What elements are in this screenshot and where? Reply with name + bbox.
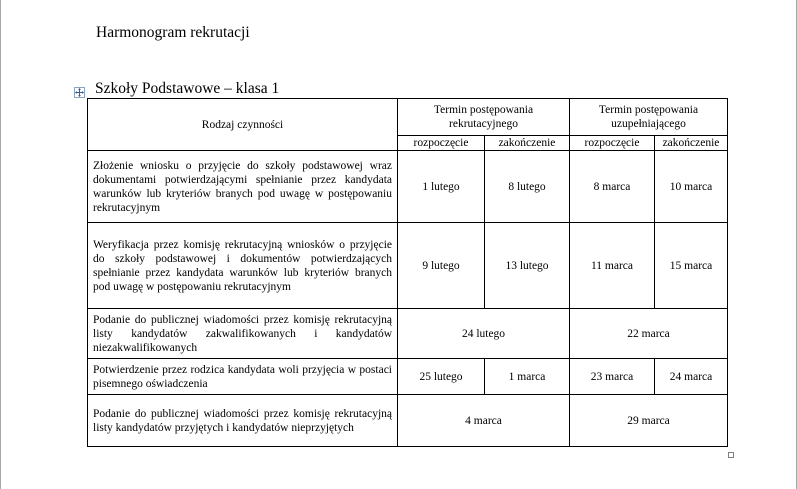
header-supplementary-end[interactable]: zakończenie bbox=[655, 136, 728, 151]
activity-cell[interactable]: Podanie do publicznej wiadomości przez komisję rekrutacyjną listy kandydatów przyjętych i kandydatów nieprzyjętych bbox=[88, 395, 398, 447]
table-row bbox=[88, 223, 728, 309]
header-recruitment-end[interactable]: zakończenie bbox=[485, 136, 570, 151]
recruitment-end-cell[interactable]: 13 lutego bbox=[485, 223, 570, 309]
header-recruitment-period[interactable]: Termin postępowania rekrutacyjnego bbox=[398, 99, 570, 136]
recruitment-end-cell[interactable]: 8 lutego bbox=[485, 151, 570, 223]
header-recruitment-start[interactable]: rozpoczęcie bbox=[398, 136, 485, 151]
supplementary-date-cell[interactable]: 29 marca bbox=[570, 395, 728, 447]
document-title[interactable]: Harmonogram rekrutacji bbox=[96, 24, 250, 41]
supplementary-end-cell[interactable]: 15 marca bbox=[655, 223, 728, 309]
recruitment-date-cell[interactable]: 4 marca bbox=[398, 395, 570, 447]
table-row bbox=[88, 151, 728, 223]
recruitment-start-cell[interactable]: 1 lutego bbox=[398, 151, 485, 223]
supplementary-date-cell[interactable]: 22 marca bbox=[570, 309, 728, 359]
header-activity[interactable]: Rodzaj czynności bbox=[88, 99, 398, 151]
activity-cell[interactable]: Weryfikacja przez komisję rekrutacyjną wniosków o przyjęcie do szkoły podstawowej i dokumentów potwierdzających spełnianie przez kandydata warunków lub kryteriów branych pod uwagę w postępowaniu rekrutacyjnym bbox=[88, 223, 398, 309]
recruitment-date-cell[interactable]: 24 lutego bbox=[398, 309, 570, 359]
recruitment-start-cell[interactable]: 9 lutego bbox=[398, 223, 485, 309]
supplementary-start-cell[interactable]: 11 marca bbox=[570, 223, 655, 309]
supplementary-start-cell[interactable]: 8 marca bbox=[570, 151, 655, 223]
recruitment-end-cell[interactable]: 1 marca bbox=[485, 359, 570, 395]
activity-cell[interactable]: Złożenie wniosku o przyjęcie do szkoły podstawowej wraz dokumentami potwierdzającymi spełnianie przez kandydata warunków lub kryteriów branych pod uwagę w postępowaniu rekrutacyjnym bbox=[88, 151, 398, 223]
table-resize-handle[interactable] bbox=[728, 452, 734, 458]
table-row bbox=[88, 359, 728, 395]
supplementary-start-cell[interactable]: 23 marca bbox=[570, 359, 655, 395]
supplementary-end-cell[interactable]: 24 marca bbox=[655, 359, 728, 395]
header-supplementary-start[interactable]: rozpoczęcie bbox=[570, 136, 655, 151]
section-title[interactable]: Szkoły Podstawowe – klasa 1 bbox=[95, 80, 280, 97]
supplementary-end-cell[interactable]: 10 marca bbox=[655, 151, 728, 223]
activity-cell[interactable]: Podanie do publicznej wiadomości przez komisję rekrutacyjną listy kandydatów zakwalifikowanych i kandydatów niezakwalifikowanych bbox=[88, 309, 398, 359]
page-edge-left bbox=[0, 0, 1, 489]
table-header-row bbox=[88, 99, 728, 136]
header-supplementary-period[interactable]: Termin postępowania uzupełniającego bbox=[570, 99, 728, 136]
table-row bbox=[88, 395, 728, 447]
activity-cell[interactable]: Potwierdzenie przez rodzica kandydata woli przyjęcia w postaci pisemnego oświadczenia bbox=[88, 359, 398, 395]
table-row bbox=[88, 309, 728, 359]
table-move-handle-icon[interactable] bbox=[74, 87, 85, 98]
recruitment-schedule-table[interactable] bbox=[87, 98, 728, 447]
recruitment-start-cell[interactable]: 25 lutego bbox=[398, 359, 485, 395]
